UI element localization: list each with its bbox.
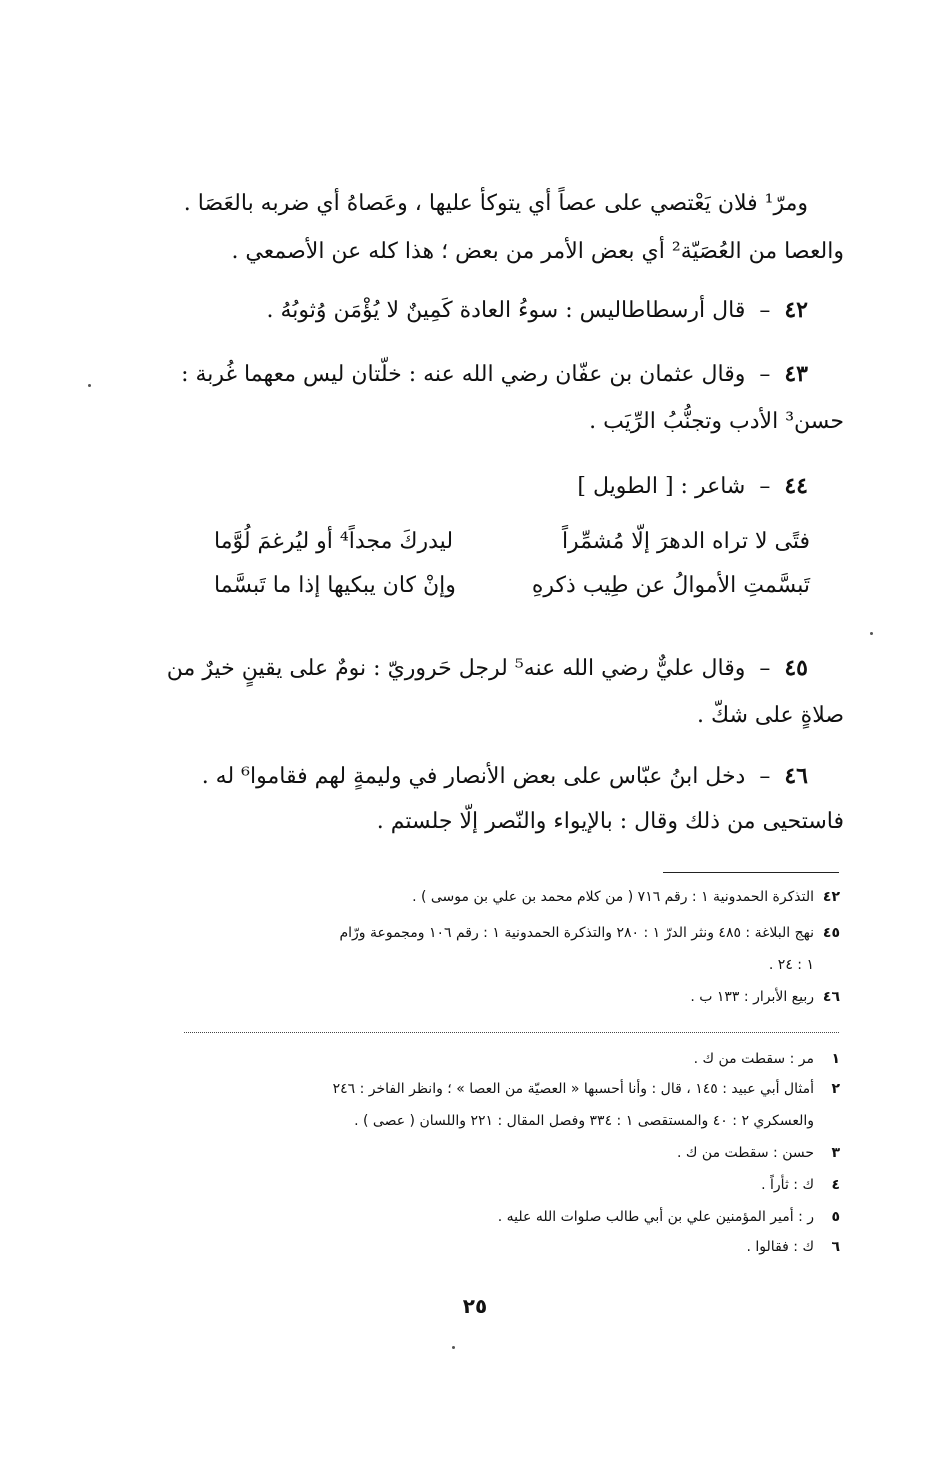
source-note-text: نهج البلاغة : ٤٨٥ ونثر الدرّ ١ : ٢٨٠ والتذكرة الحمدونية ١ : رقم ١٠٦ ومجموعة ورّام (339, 925, 814, 941)
saying-number: ٤٢ (784, 297, 808, 323)
variant-note (694, 1048, 840, 1070)
variant-note-number: ٦ (831, 1239, 840, 1255)
source-note (412, 886, 840, 908)
saying-46: ٤٦–دخل ابنُ عبّاس على بعض الأنصار في وليمةٍ لهم فقاموا⁶ له . (201, 763, 808, 789)
intro-line-1: ومرّ¹ فلان يَعْتصي على عصاً أي يتوكأ عليها ، وعَصاهُ أي ضربه بالعَصَا . (183, 191, 808, 216)
variant-note-text: حسن : سقطت من ك . (677, 1145, 814, 1161)
saying-43: ٤٣–وقال عثمان بن عفّان رضي الله عنه : خلّتان ليس معهما غُربة : (181, 361, 808, 387)
saying-text: دخل ابنُ عبّاس على بعض الأنصار في وليمةٍ لهم فقاموا⁶ له . (201, 764, 746, 789)
saying-43-line-2: حسن³ الأدب وتجنُّبُ الرِّيَب . (589, 409, 844, 434)
saying-text: قال أرسطاطاليس : سوءُ العادة كَمِينٌ لا يُؤْمَن وُثوبُهُ . (266, 298, 746, 323)
variant-note-number: ٥ (831, 1209, 840, 1225)
scan-speck (870, 632, 873, 635)
source-note-text: التذكرة الحمدونية ١ : رقم ٧١٦ ( من كلام محمد بن علي بن موسى ) . (412, 889, 814, 905)
source-note (339, 922, 840, 944)
variant-note (761, 1174, 840, 1196)
variant-note-number: ١ (831, 1051, 840, 1067)
variant-note-continuation: والعسكري ٢ : ٤٠ والمستقصى ١ : ٣٣٤ وفصل المقال : ٢٢١ واللسان ( عصى ) . (354, 1113, 814, 1129)
source-note (690, 986, 840, 1008)
saying-number: ٤٤ (784, 473, 808, 499)
verse-2-second-hemistich: وإنْ كان يبكيها إذا ما تَبسَّما (214, 573, 456, 598)
intro-line-2: والعصا من العُصَيّة² أي بعض الأمر من بعض ؛ هذا كله عن الأصمعي . (231, 239, 844, 264)
source-note-text: ربيع الأبرار : ١٣٣ ب . (690, 989, 814, 1005)
saying-number: ٤٣ (784, 361, 808, 387)
variant-note (677, 1142, 840, 1164)
variant-note-text: ك : ثأراً . (761, 1177, 814, 1193)
verse-2-first-hemistich: تَبسَّمتِ الأموالُ عن طِيب ذكرهِ (531, 573, 810, 598)
saying-45: ٤٥–وقال عليٌّ رضي الله عنه⁵ لرجل حَروريّ : نومٌ على يقينٍ خيرٌ من (166, 655, 808, 681)
variant-note (747, 1236, 840, 1258)
variant-note-number: ٣ (831, 1145, 840, 1161)
saying-42: ٤٢–قال أرسطاطاليس : سوءُ العادة كَمِينٌ لا يُؤْمَن وُثوبُهُ . (266, 297, 808, 323)
saying-46-line-2: فاستحيى من ذلك وقال : بالإيواء والنّصر إلّا جلستم . (376, 809, 844, 834)
source-note-number: ٤٥ (822, 925, 840, 941)
variant-note-text: ر : أمير المؤمنين علي بن أبي طالب صلوات الله عليه . (497, 1209, 814, 1225)
verse-1-first-hemistich: فتًى لا تراه الدهرَ إلّا مُشمِّراً (561, 529, 810, 554)
saying-45-line-2: صلاةٍ على شكّ . (696, 703, 844, 728)
variant-note-text: مر : سقطت من ك . (693, 1051, 814, 1067)
scan-speck (88, 384, 91, 387)
variant-note-text: ك : فقالوا . (746, 1239, 814, 1255)
variant-note-number: ٢ (831, 1081, 840, 1097)
variants-divider (184, 1032, 839, 1033)
source-note-continuation: ١ : ٢٤ . (768, 957, 814, 973)
sources-divider (663, 872, 839, 873)
saying-text: وقال عليٌّ رضي الله عنه⁵ لرجل حَروريّ : نومٌ على يقينٍ خيرٌ من (166, 656, 746, 681)
verse-1-second-hemistich: ليدركَ مجداً⁴ أو ليُرغمَ لُوَّما (214, 529, 454, 554)
variant-note-text: أمثال أبي عبيد : ١٤٥ ، قال : وأنا أحسبها « العصيّة من العصا » ؛ وانظر الفاخر : ٢٤٦ (332, 1081, 814, 1097)
source-note-number: ٤٦ (822, 989, 840, 1005)
scan-speck (452, 1346, 455, 1349)
saying-44: ٤٤–شاعر : [ الطويل ] (577, 473, 808, 499)
page-number: ٢٥ (462, 1294, 488, 1318)
saying-number: ٤٥ (784, 655, 808, 681)
variant-note-number: ٤ (831, 1177, 840, 1193)
saying-number: ٤٦ (784, 763, 808, 789)
source-note-number: ٤٢ (822, 889, 840, 905)
variant-note (333, 1078, 840, 1100)
poem-attribution: شاعر : [ الطويل ] (577, 474, 746, 499)
saying-text: وقال عثمان بن عفّان رضي الله عنه : خلّتان ليس معهما غُربة : (181, 362, 746, 387)
variant-note (498, 1206, 840, 1228)
